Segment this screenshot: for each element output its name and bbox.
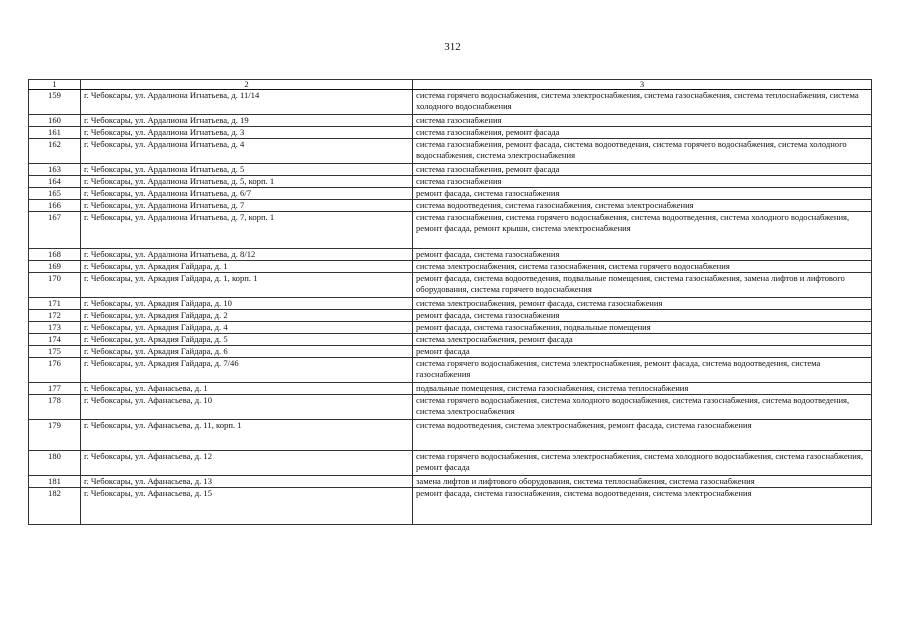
table-row [29,420,872,451]
address-cell: г. Чебоксары, ул. Ардалиона Игнатьева, д. 5, корп. 1 [81,176,413,188]
address-cell: г. Чебоксары, ул. Афанасьева, д. 11, корп. 1 [81,420,413,451]
address-cell: г. Чебоксары, ул. Аркадия Гайдара, д. 10 [81,298,413,310]
works-cell: система газоснабжения, ремонт фасада [413,127,872,139]
works-cell: система газоснабжения, ремонт фасада, система водоотведения, система горячего водоснабжения, система холодного водоснабжения, система электроснабжения [413,139,872,164]
row-number-cell: 163 [29,164,81,176]
address-cell: г. Чебоксары, ул. Ардалиона Игнатьева, д. 5 [81,164,413,176]
row-number-cell: 180 [29,451,81,476]
address-cell: г. Чебоксары, ул. Афанасьева, д. 1 [81,383,413,395]
works-cell: система горячего водоснабжения, система холодного водоснабжения, система газоснабжения, система водоотведения, система электроснабжения [413,395,872,420]
address-cell: г. Чебоксары, ул. Аркадия Гайдара, д. 1, корп. 1 [81,273,413,298]
address-cell: г. Чебоксары, ул. Афанасьева, д. 15 [81,488,413,525]
table-row [29,488,872,525]
table-row [29,249,872,261]
page-number: 312 [444,41,461,53]
row-number-cell: 164 [29,176,81,188]
table-row [29,273,872,298]
works-cell: замена лифтов и лифтового оборудования, система теплоснабжения, система газоснабжения [413,476,872,488]
address-cell: г. Чебоксары, ул. Афанасьева, д. 12 [81,451,413,476]
address-cell: г. Чебоксары, ул. Ардалиона Игнатьева, д. 6/7 [81,188,413,200]
table-row [29,334,872,346]
works-cell: система газоснабжения [413,115,872,127]
address-cell: г. Чебоксары, ул. Афанасьева, д. 10 [81,395,413,420]
works-cell: система электроснабжения, система газоснабжения, система горячего водоснабжения [413,261,872,273]
table-row [29,358,872,383]
row-number-cell: 162 [29,139,81,164]
table-row [29,451,872,476]
address-cell: г. Чебоксары, ул. Аркадия Гайдара, д. 5 [81,334,413,346]
works-cell: система водоотведения, система электроснабжения, ремонт фасада, система газоснабжения [413,420,872,451]
works-cell: система газоснабжения, ремонт фасада [413,164,872,176]
row-number-cell: 182 [29,488,81,525]
works-cell: ремонт фасада, система газоснабжения [413,310,872,322]
row-number-cell: 174 [29,334,81,346]
address-cell: г. Чебоксары, ул. Ардалиона Игнатьева, д. 7 [81,200,413,212]
table-row [29,322,872,334]
address-cell: г. Чебоксары, ул. Афанасьева, д. 13 [81,476,413,488]
works-cell: ремонт фасада, система газоснабжения, подвальные помещения [413,322,872,334]
table-header-row [29,80,872,90]
table-row [29,139,872,164]
works-cell: ремонт фасада [413,346,872,358]
works-cell: подвальные помещения, система газоснабжения, система теплоснабжения [413,383,872,395]
works-cell: ремонт фасада, система водоотведения, подвальные помещения, система газоснабжения, замена лифтов и лифтового оборудования, система горячего водоснабжения [413,273,872,298]
address-cell: г. Чебоксары, ул. Аркадия Гайдара, д. 2 [81,310,413,322]
address-works-table [28,79,872,525]
address-cell: г. Чебоксары, ул. Аркадия Гайдара, д. 7/46 [81,358,413,383]
works-cell: система газоснабжения [413,176,872,188]
row-number-cell: 178 [29,395,81,420]
works-cell: система горячего водоснабжения, система электроснабжения, система холодного водоснабжения, система газоснабжения, ремонт фасада [413,451,872,476]
row-number-cell: 160 [29,115,81,127]
works-cell: система горячего водоснабжения, система электроснабжения, система газоснабжения, система теплоснабжения, система холодного водоснабжения [413,90,872,115]
address-cell: г. Чебоксары, ул. Ардалиона Игнатьева, д. 7, корп. 1 [81,212,413,249]
address-cell: г. Чебоксары, ул. Аркадия Гайдара, д. 4 [81,322,413,334]
address-cell: г. Чебоксары, ул. Аркадия Гайдара, д. 1 [81,261,413,273]
table-row [29,261,872,273]
row-number-cell: 169 [29,261,81,273]
works-cell: ремонт фасада, система газоснабжения, система водоотведения, система электроснабжения [413,488,872,525]
row-number-cell: 159 [29,90,81,115]
column-header-number: 1 [29,80,81,90]
table-row [29,298,872,310]
table-row [29,476,872,488]
table-row [29,310,872,322]
row-number-cell: 175 [29,346,81,358]
row-number-cell: 177 [29,383,81,395]
address-cell: г. Чебоксары, ул. Ардалиона Игнатьева, д. 3 [81,127,413,139]
address-cell: г. Чебоксары, ул. Ардалиона Игнатьева, д. 11/14 [81,90,413,115]
table-row [29,164,872,176]
works-cell: ремонт фасада, система газоснабжения [413,188,872,200]
row-number-cell: 168 [29,249,81,261]
table-row [29,383,872,395]
row-number-cell: 173 [29,322,81,334]
works-cell: система электроснабжения, ремонт фасада [413,334,872,346]
row-number-cell: 181 [29,476,81,488]
row-number-cell: 165 [29,188,81,200]
table-row [29,395,872,420]
row-number-cell: 179 [29,420,81,451]
works-cell: система электроснабжения, ремонт фасада, система газоснабжения [413,298,872,310]
row-number-cell: 171 [29,298,81,310]
table-row [29,127,872,139]
table-row [29,90,872,115]
row-number-cell: 176 [29,358,81,383]
row-number-cell: 170 [29,273,81,298]
works-cell: ремонт фасада, система газоснабжения [413,249,872,261]
column-header-works: 3 [413,80,872,90]
table-row [29,188,872,200]
address-cell: г. Чебоксары, ул. Ардалиона Игнатьева, д. 4 [81,139,413,164]
row-number-cell: 167 [29,212,81,249]
table-row [29,176,872,188]
works-cell: система горячего водоснабжения, система электроснабжения, ремонт фасада, система водоотведения, система газоснабжения [413,358,872,383]
row-number-cell: 172 [29,310,81,322]
table-row [29,115,872,127]
address-cell: г. Чебоксары, ул. Аркадия Гайдара, д. 6 [81,346,413,358]
table-row [29,346,872,358]
table-row [29,200,872,212]
address-cell: г. Чебоксары, ул. Ардалиона Игнатьева, д. 19 [81,115,413,127]
row-number-cell: 161 [29,127,81,139]
works-cell: система газоснабжения, система горячего водоснабжения, система водоотведения, система холодного водоснабжения, ремонт фасада, ремонт крыши, система электроснабжения [413,212,872,249]
table-body [29,90,872,525]
table-row [29,212,872,249]
works-cell: система водоотведения, система газоснабжения, система электроснабжения [413,200,872,212]
column-header-address: 2 [81,80,413,90]
row-number-cell: 166 [29,200,81,212]
address-cell: г. Чебоксары, ул. Ардалиона Игнатьева, д. 8/12 [81,249,413,261]
